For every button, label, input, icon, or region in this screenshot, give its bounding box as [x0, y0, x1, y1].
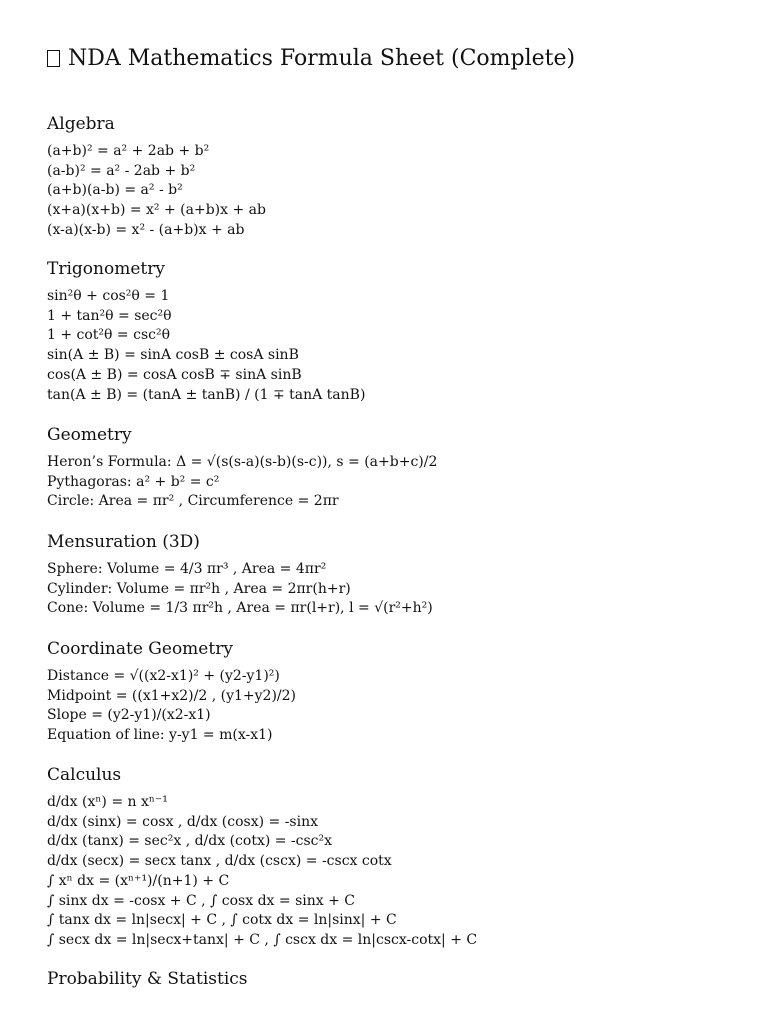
section-calculus [47, 763, 747, 951]
formula-line: (a-b)² = a² - 2ab + b² [47, 162, 196, 179]
formula-line: ∫ xⁿ dx = (xⁿ⁺¹)/(n+1) + C [47, 872, 230, 889]
section-title: Algebra [47, 114, 115, 134]
formula-line: sin²θ + cos²θ = 1 [47, 288, 170, 304]
formula-line: Circle: Area = πr² , Circumference = 2πr [47, 493, 339, 510]
section-title: Calculus [47, 765, 122, 785]
formula-line: ∫ secx dx = ln|secx+tanx| + C , ∫ cscx dx = ln|cscx-cotx| + C [47, 931, 478, 948]
section-title: Coordinate Geometry [47, 639, 233, 659]
section-title: Mensuration (3D) [47, 532, 200, 552]
formula-line: cos(A ± B) = cosA cosB ∓ sinA sinB [47, 366, 302, 383]
formula-line: Heron’s Formula: Δ = √(s(s-a)(s-b)(s-c)), s = (a+b+c)/2 [47, 454, 438, 470]
section-algebra [47, 112, 747, 241]
section-coordinate-geometry [47, 637, 747, 746]
section-title: Trigonometry [47, 259, 165, 279]
formula-line: Cylinder: Volume = πr²h , Area = 2πr(h+r) [47, 580, 351, 597]
formula-line: d/dx (xⁿ) = n xⁿ⁻¹ [47, 794, 168, 810]
formula-line: (a+b)(a-b) = a² - b² [47, 182, 183, 199]
section-probability-statistics [47, 967, 747, 997]
section-title: Geometry [47, 425, 132, 445]
formula-line: (x-a)(x-b) = x² - (a+b)x + ab [47, 221, 245, 238]
formula-line: (a+b)² = a² + 2ab + b² [47, 143, 210, 159]
document-title [47, 44, 575, 74]
formula-line: Distance = √((x2-x1)² + (y2-y1)²) [47, 668, 280, 684]
formula-line: Midpoint = ((x1+x2)/2 , (y1+y2)/2) [47, 687, 296, 704]
formula-line: 1 + cot²θ = csc²θ [47, 327, 171, 344]
formula-line: (x+a)(x+b) = x² + (a+b)x + ab [47, 202, 266, 219]
formula-line: Cone: Volume = 1/3 πr²h , Area = πr(l+r), l = √(r²+h²) [47, 600, 433, 617]
formula-line: d/dx (secx) = secx tanx , d/dx (cscx) = -cscx cotx [47, 853, 392, 870]
formula-line: Pythagoras: a² + b² = c² [47, 473, 220, 490]
formula-line: Sphere: Volume = 4/3 πr³ , Area = 4πr² [47, 561, 327, 577]
formula-line: ∫ sinx dx = -cosx + C , ∫ cosx dx = sinx + C [47, 892, 355, 909]
formula-line: Equation of line: y-y1 = m(x-x1) [47, 727, 273, 744]
section-geometry [47, 423, 747, 512]
document-title-text: NDA Mathematics Formula Sheet (Complete) [68, 46, 576, 71]
formula-line: sin(A ± B) = sinA cosB ± cosA sinB [47, 347, 299, 364]
formula-line: d/dx (sinx) = cosx , d/dx (cosx) = -sinx [47, 813, 319, 830]
formula-line: d/dx (tanx) = sec²x , d/dx (cotx) = -csc²x [47, 833, 333, 850]
formula-line: 1 + tan²θ = sec²θ [47, 307, 172, 324]
section-trigonometry [47, 257, 747, 405]
section-mensuration-3d [47, 530, 747, 619]
missing-glyph-box-icon [47, 50, 60, 67]
section-title: Probability & Statistics [47, 969, 248, 989]
formula-line: tan(A ± B) = (tanA ± tanB) / (1 ∓ tanA tanB) [47, 386, 366, 403]
formula-line: Slope = (y2-y1)/(x2-x1) [47, 707, 211, 724]
formula-line: ∫ tanx dx = ln|secx| + C , ∫ cotx dx = ln|sinx| + C [47, 912, 397, 929]
